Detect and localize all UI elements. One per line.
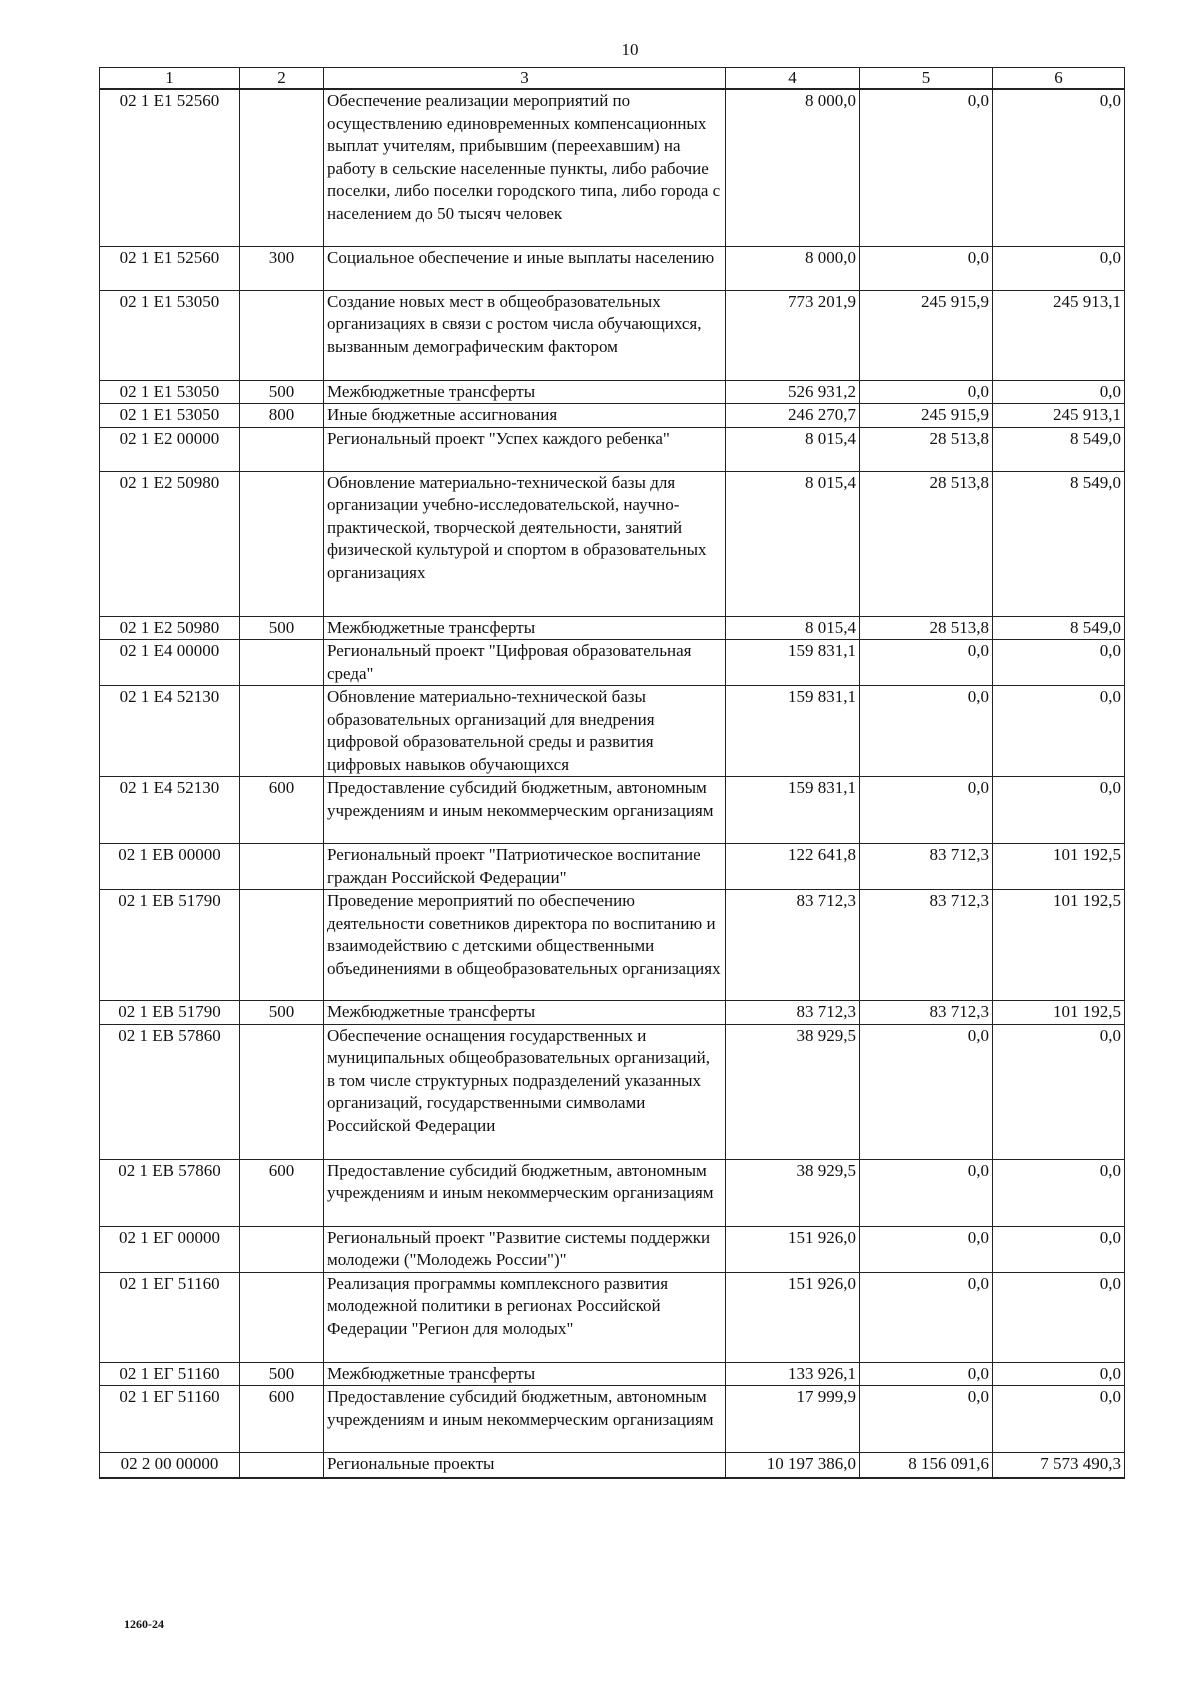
cell-amount-1: 83 712,3 — [726, 1001, 860, 1025]
cell-name: Проведение мероприятий по обеспечению деятельности советников директора по воспитанию и взаимодействию с детскими общественными объединениями в общеобразовательных организациях — [324, 890, 726, 1001]
cell-code: 02 1 EB 57860 — [100, 1024, 240, 1159]
table-row — [100, 1453, 1125, 1478]
cell-amount-1: 17 999,9 — [726, 1386, 860, 1453]
cell-name: Региональный проект "Развитие системы поддержки молодежи ("Молодежь России")" — [324, 1226, 726, 1272]
cell-code: 02 1 E2 00000 — [100, 427, 240, 471]
cell-name: Региональный проект "Патриотическое воспитание граждан Российской Федерации" — [324, 844, 726, 890]
cell-amount-1: 10 197 386,0 — [726, 1453, 860, 1478]
cell-code: 02 1 E4 00000 — [100, 640, 240, 686]
cell-code: 02 1 E1 52560 — [100, 89, 240, 246]
cell-amount-1: 151 926,0 — [726, 1272, 860, 1362]
cell-amount-2: 0,0 — [860, 686, 993, 777]
column-header: 3 — [324, 68, 726, 90]
cell-name: Обеспечение реализации мероприятий по осуществлению единовременных компенсационных выплат учителям, прибывшим (переехавшим) на работу в сельские населенные пункты, либо рабочие поселки, либо поселки городского типа, либо города с населением до 50 тысяч человек — [324, 89, 726, 246]
column-header: 5 — [860, 68, 993, 90]
cell-code: 02 1 E1 53050 — [100, 404, 240, 428]
cell-expense-type — [240, 1024, 324, 1159]
cell-amount-2: 0,0 — [860, 640, 993, 686]
cell-expense-type: 500 — [240, 380, 324, 404]
cell-amount-3: 0,0 — [993, 686, 1125, 777]
cell-amount-3: 0,0 — [993, 1386, 1125, 1453]
column-header: 4 — [726, 68, 860, 90]
cell-amount-2: 8 156 091,6 — [860, 1453, 993, 1478]
cell-amount-2: 28 513,8 — [860, 471, 993, 616]
cell-name: Межбюджетные трансферты — [324, 1001, 726, 1025]
cell-expense-type — [240, 290, 324, 380]
cell-amount-3: 0,0 — [993, 1226, 1125, 1272]
cell-expense-type: 500 — [240, 616, 324, 640]
cell-amount-1: 246 270,7 — [726, 404, 860, 428]
cell-expense-type: 600 — [240, 1386, 324, 1453]
cell-amount-2: 28 513,8 — [860, 616, 993, 640]
cell-amount-1: 38 929,5 — [726, 1024, 860, 1159]
cell-expense-type — [240, 640, 324, 686]
cell-name: Межбюджетные трансферты — [324, 1362, 726, 1386]
cell-amount-1: 8 015,4 — [726, 616, 860, 640]
cell-amount-3: 101 192,5 — [993, 844, 1125, 890]
cell-amount-1: 133 926,1 — [726, 1362, 860, 1386]
header-row — [100, 68, 1125, 90]
cell-expense-type: 300 — [240, 246, 324, 290]
cell-code: 02 1 EГ 00000 — [100, 1226, 240, 1272]
cell-expense-type — [240, 89, 324, 246]
cell-expense-type — [240, 1453, 324, 1478]
cell-amount-3: 101 192,5 — [993, 890, 1125, 1001]
cell-amount-1: 122 641,8 — [726, 844, 860, 890]
table-row — [100, 89, 1125, 246]
cell-amount-2: 0,0 — [860, 1362, 993, 1386]
cell-amount-1: 38 929,5 — [726, 1159, 860, 1226]
cell-amount-2: 28 513,8 — [860, 427, 993, 471]
budget-table — [99, 67, 1125, 1479]
cell-code: 02 1 EГ 51160 — [100, 1362, 240, 1386]
cell-amount-1: 151 926,0 — [726, 1226, 860, 1272]
cell-name: Иные бюджетные ассигнования — [324, 404, 726, 428]
table-row — [100, 1386, 1125, 1453]
cell-name: Социальное обеспечение и иные выплаты населению — [324, 246, 726, 290]
cell-code: 02 1 EB 00000 — [100, 844, 240, 890]
table-row — [100, 427, 1125, 471]
cell-amount-2: 0,0 — [860, 1024, 993, 1159]
cell-amount-3: 8 549,0 — [993, 427, 1125, 471]
cell-amount-1: 83 712,3 — [726, 890, 860, 1001]
cell-amount-3: 0,0 — [993, 1159, 1125, 1226]
cell-amount-2: 0,0 — [860, 380, 993, 404]
cell-amount-2: 245 915,9 — [860, 290, 993, 380]
cell-amount-2: 0,0 — [860, 777, 993, 844]
table-row — [100, 686, 1125, 777]
cell-amount-1: 773 201,9 — [726, 290, 860, 380]
column-header: 2 — [240, 68, 324, 90]
cell-expense-type — [240, 1272, 324, 1362]
table-row — [100, 640, 1125, 686]
cell-name: Обеспечение оснащения государственных и муниципальных общеобразовательных организаций, в том числе структурных подразделений указанных организаций, государственными символами Российской Федерации — [324, 1024, 726, 1159]
cell-code: 02 1 E4 52130 — [100, 777, 240, 844]
cell-name: Межбюджетные трансферты — [324, 380, 726, 404]
cell-amount-2: 83 712,3 — [860, 890, 993, 1001]
table-row — [100, 380, 1125, 404]
table-row — [100, 777, 1125, 844]
cell-amount-1: 8 015,4 — [726, 471, 860, 616]
table-row — [100, 1024, 1125, 1159]
cell-amount-2: 0,0 — [860, 1272, 993, 1362]
cell-code: 02 1 E1 53050 — [100, 290, 240, 380]
cell-code: 02 1 EB 51790 — [100, 1001, 240, 1025]
cell-name: Предоставление субсидий бюджетным, автономным учреждениям и иным некоммерческим организациям — [324, 777, 726, 844]
cell-code: 02 1 E2 50980 — [100, 616, 240, 640]
cell-name: Обновление материально-технической базы образовательных организаций для внедрения цифровой образовательной среды и развития цифровых навыков обучающихся — [324, 686, 726, 777]
cell-code: 02 1 E4 52130 — [100, 686, 240, 777]
cell-name: Создание новых мест в общеобразовательных организациях в связи с ростом числа обучающихся, вызванным демографическим фактором — [324, 290, 726, 380]
table-row — [100, 1001, 1125, 1025]
cell-amount-3: 0,0 — [993, 246, 1125, 290]
cell-amount-1: 8 015,4 — [726, 427, 860, 471]
cell-amount-3: 245 913,1 — [993, 290, 1125, 380]
cell-name: Реализация программы комплексного развития молодежной политики в регионах Российской Федерации "Регион для молодых" — [324, 1272, 726, 1362]
cell-expense-type: 600 — [240, 777, 324, 844]
cell-amount-1: 8 000,0 — [726, 246, 860, 290]
cell-amount-3: 0,0 — [993, 1272, 1125, 1362]
cell-name: Предоставление субсидий бюджетным, автономным учреждениям и иным некоммерческим организациям — [324, 1386, 726, 1453]
cell-name: Региональный проект "Цифровая образовательная среда" — [324, 640, 726, 686]
cell-expense-type — [240, 686, 324, 777]
cell-amount-3: 0,0 — [993, 89, 1125, 246]
cell-amount-3: 8 549,0 — [993, 471, 1125, 616]
cell-amount-2: 0,0 — [860, 1226, 993, 1272]
cell-expense-type: 500 — [240, 1362, 324, 1386]
cell-expense-type — [240, 427, 324, 471]
cell-amount-2: 245 915,9 — [860, 404, 993, 428]
cell-amount-3: 8 549,0 — [993, 616, 1125, 640]
cell-amount-1: 159 831,1 — [726, 640, 860, 686]
cell-code: 02 1 EB 51790 — [100, 890, 240, 1001]
cell-expense-type: 600 — [240, 1159, 324, 1226]
cell-amount-2: 83 712,3 — [860, 844, 993, 890]
column-header: 1 — [100, 68, 240, 90]
table-row — [100, 1159, 1125, 1226]
cell-name: Региональный проект "Успех каждого ребенка" — [324, 427, 726, 471]
cell-amount-3: 0,0 — [993, 380, 1125, 404]
cell-code: 02 1 EB 57860 — [100, 1159, 240, 1226]
cell-code: 02 1 E1 53050 — [100, 380, 240, 404]
cell-amount-2: 0,0 — [860, 1159, 993, 1226]
cell-amount-3: 245 913,1 — [993, 404, 1125, 428]
cell-code: 02 2 00 00000 — [100, 1453, 240, 1478]
cell-amount-3: 101 192,5 — [993, 1001, 1125, 1025]
cell-code: 02 1 EГ 51160 — [100, 1386, 240, 1453]
table-row — [100, 1272, 1125, 1362]
cell-name: Региональные проекты — [324, 1453, 726, 1478]
cell-code: 02 1 EГ 51160 — [100, 1272, 240, 1362]
table-row — [100, 246, 1125, 290]
table-row — [100, 404, 1125, 428]
cell-amount-2: 0,0 — [860, 1386, 993, 1453]
cell-expense-type — [240, 844, 324, 890]
cell-amount-1: 159 831,1 — [726, 777, 860, 844]
cell-expense-type — [240, 890, 324, 1001]
cell-amount-1: 159 831,1 — [726, 686, 860, 777]
cell-amount-3: 7 573 490,3 — [993, 1453, 1125, 1478]
cell-expense-type: 800 — [240, 404, 324, 428]
table-row — [100, 844, 1125, 890]
table-row — [100, 1362, 1125, 1386]
cell-code: 02 1 E1 52560 — [100, 246, 240, 290]
cell-amount-2: 0,0 — [860, 246, 993, 290]
table-row — [100, 290, 1125, 380]
cell-name: Предоставление субсидий бюджетным, автономным учреждениям и иным некоммерческим организациям — [324, 1159, 726, 1226]
table-row — [100, 1226, 1125, 1272]
cell-amount-2: 83 712,3 — [860, 1001, 993, 1025]
cell-amount-2: 0,0 — [860, 89, 993, 246]
cell-amount-3: 0,0 — [993, 1024, 1125, 1159]
cell-expense-type — [240, 471, 324, 616]
table-row — [100, 890, 1125, 1001]
cell-amount-3: 0,0 — [993, 640, 1125, 686]
table-row — [100, 616, 1125, 640]
table-row — [100, 471, 1125, 616]
cell-name: Обновление материально-технической базы для организации учебно-исследовательской, научно-практической, творческой деятельности, занятий физической культурой и спортом в образовательных организациях — [324, 471, 726, 616]
cell-code: 02 1 E2 50980 — [100, 471, 240, 616]
cell-amount-3: 0,0 — [993, 777, 1125, 844]
page-number: 10 — [621, 40, 639, 59]
cell-amount-1: 8 000,0 — [726, 89, 860, 246]
cell-amount-3: 0,0 — [993, 1362, 1125, 1386]
document-code: 1260-24 — [124, 1617, 164, 1631]
column-header: 6 — [993, 68, 1125, 90]
cell-amount-1: 526 931,2 — [726, 380, 860, 404]
cell-name: Межбюджетные трансферты — [324, 616, 726, 640]
cell-expense-type — [240, 1226, 324, 1272]
cell-expense-type: 500 — [240, 1001, 324, 1025]
